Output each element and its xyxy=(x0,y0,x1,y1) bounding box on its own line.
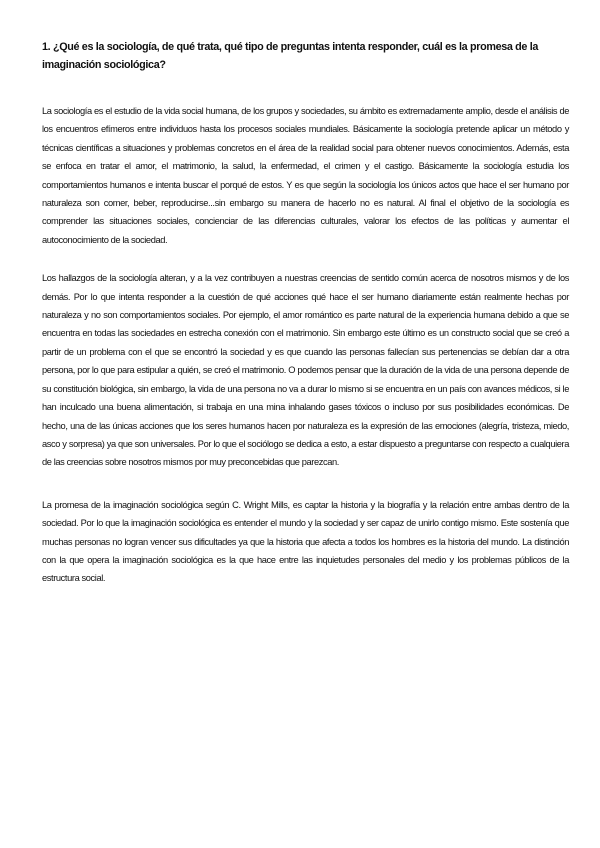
paragraph-findings: Los hallazgos de la sociología alteran, y a la vez contribuyen a nuestras creencias de sentido común acerca de nosotros mismos y de los demás. Por lo que intenta responder a la cuestión de qué acciones qué hace el ser humano diariamente están realmente hechas por naturaleza y no son comportamientos sociales. Por ejemplo, el amor romántico es parte natural de la experiencia humana debido a que se encuentra en todas las sociedades en estrecha conexión con el matrimonio. Sin embargo este último es un constructo social que se creó a partir de un problema con el que se encontró la sociedad y es que cuando las personas fallecían sus pertenencias se debían dar a otra persona, por lo que para estipular a quién, se creó el matrimonio. O podemos pensar que la duración de la vida de una persona depende de su constitución biológica, sin embargo, la vida de una persona no va a durar lo mismo si se encuentra en un país con avances médicos, si le han inculcado una buena alimentación, si trabaja en una mina inhalando gases tóxicos o incluso por sus posibilidades económicas. De hecho, una de las únicas acciones que los seres humanos hacen por naturaleza es la expresión de las emociones (alegría, tristeza, miedo, asco y sorpresa) ya que son universales. Por lo que el sociólogo se dedica a esto, a estar dispuesto a preguntarse con respecto a cualquiera de las creencias sobre nosotros mismos por muy preconcebidas que parezcan. xyxy=(42,273,569,468)
paragraph-sociological-imagination: La promesa de la imaginación sociológica según C. Wright Mills, es captar la historia y la biografía y la relación entre ambas dentro de la sociedad. Por lo que la imaginación sociológica es entender el mundo y la sociedad y ser capaz de unirlo contigo mismo. Este sostenía que muchas personas no logran vencer sus dificultades ya que la historia que afecta a todos los hombres es la historia del mundo. La distinción con la que opera la imaginación sociológica es la que hace entre las inquietudes personales del medio y los problemas públicos de la estructura social. xyxy=(42,499,569,584)
question-heading: 1. ¿Qué es la sociología, de qué trata, qué tipo de preguntas intenta responder, cuál es la promesa de la imaginación sociológica? xyxy=(42,41,539,71)
paragraph-definition: La sociología es el estudio de la vida social humana, de los grupos y sociedades, su ámbito es extremadamente amplio, desde el análisis de los encuentros efímeros entre individuos hasta los procesos sociales mundiales. Básicamente la sociología pretende aplicar un método y técnicas científicas a situaciones y problemas concretos en el área de la realidad social para obtener nuevos conocimientos. Además, esta se enfoca en tratar el amor, el matrimonio, la salud, la enfermedad, el crimen y el castigo. Básicamente la sociología estudia los comportamientos humanos e intenta buscar el porqué de estos. Y es que según la sociología los únicos actos que hace el ser humano por naturaleza son comer, beber, reproducirse...sin embargo su manera de hacerlo no es natural. Al final el objetivo de la sociología es comprender las situaciones sociales, concienciar de las diferencias culturales, valorar los efectos de las políticas y aumentar el autoconocimiento de la sociedad. xyxy=(42,106,569,245)
